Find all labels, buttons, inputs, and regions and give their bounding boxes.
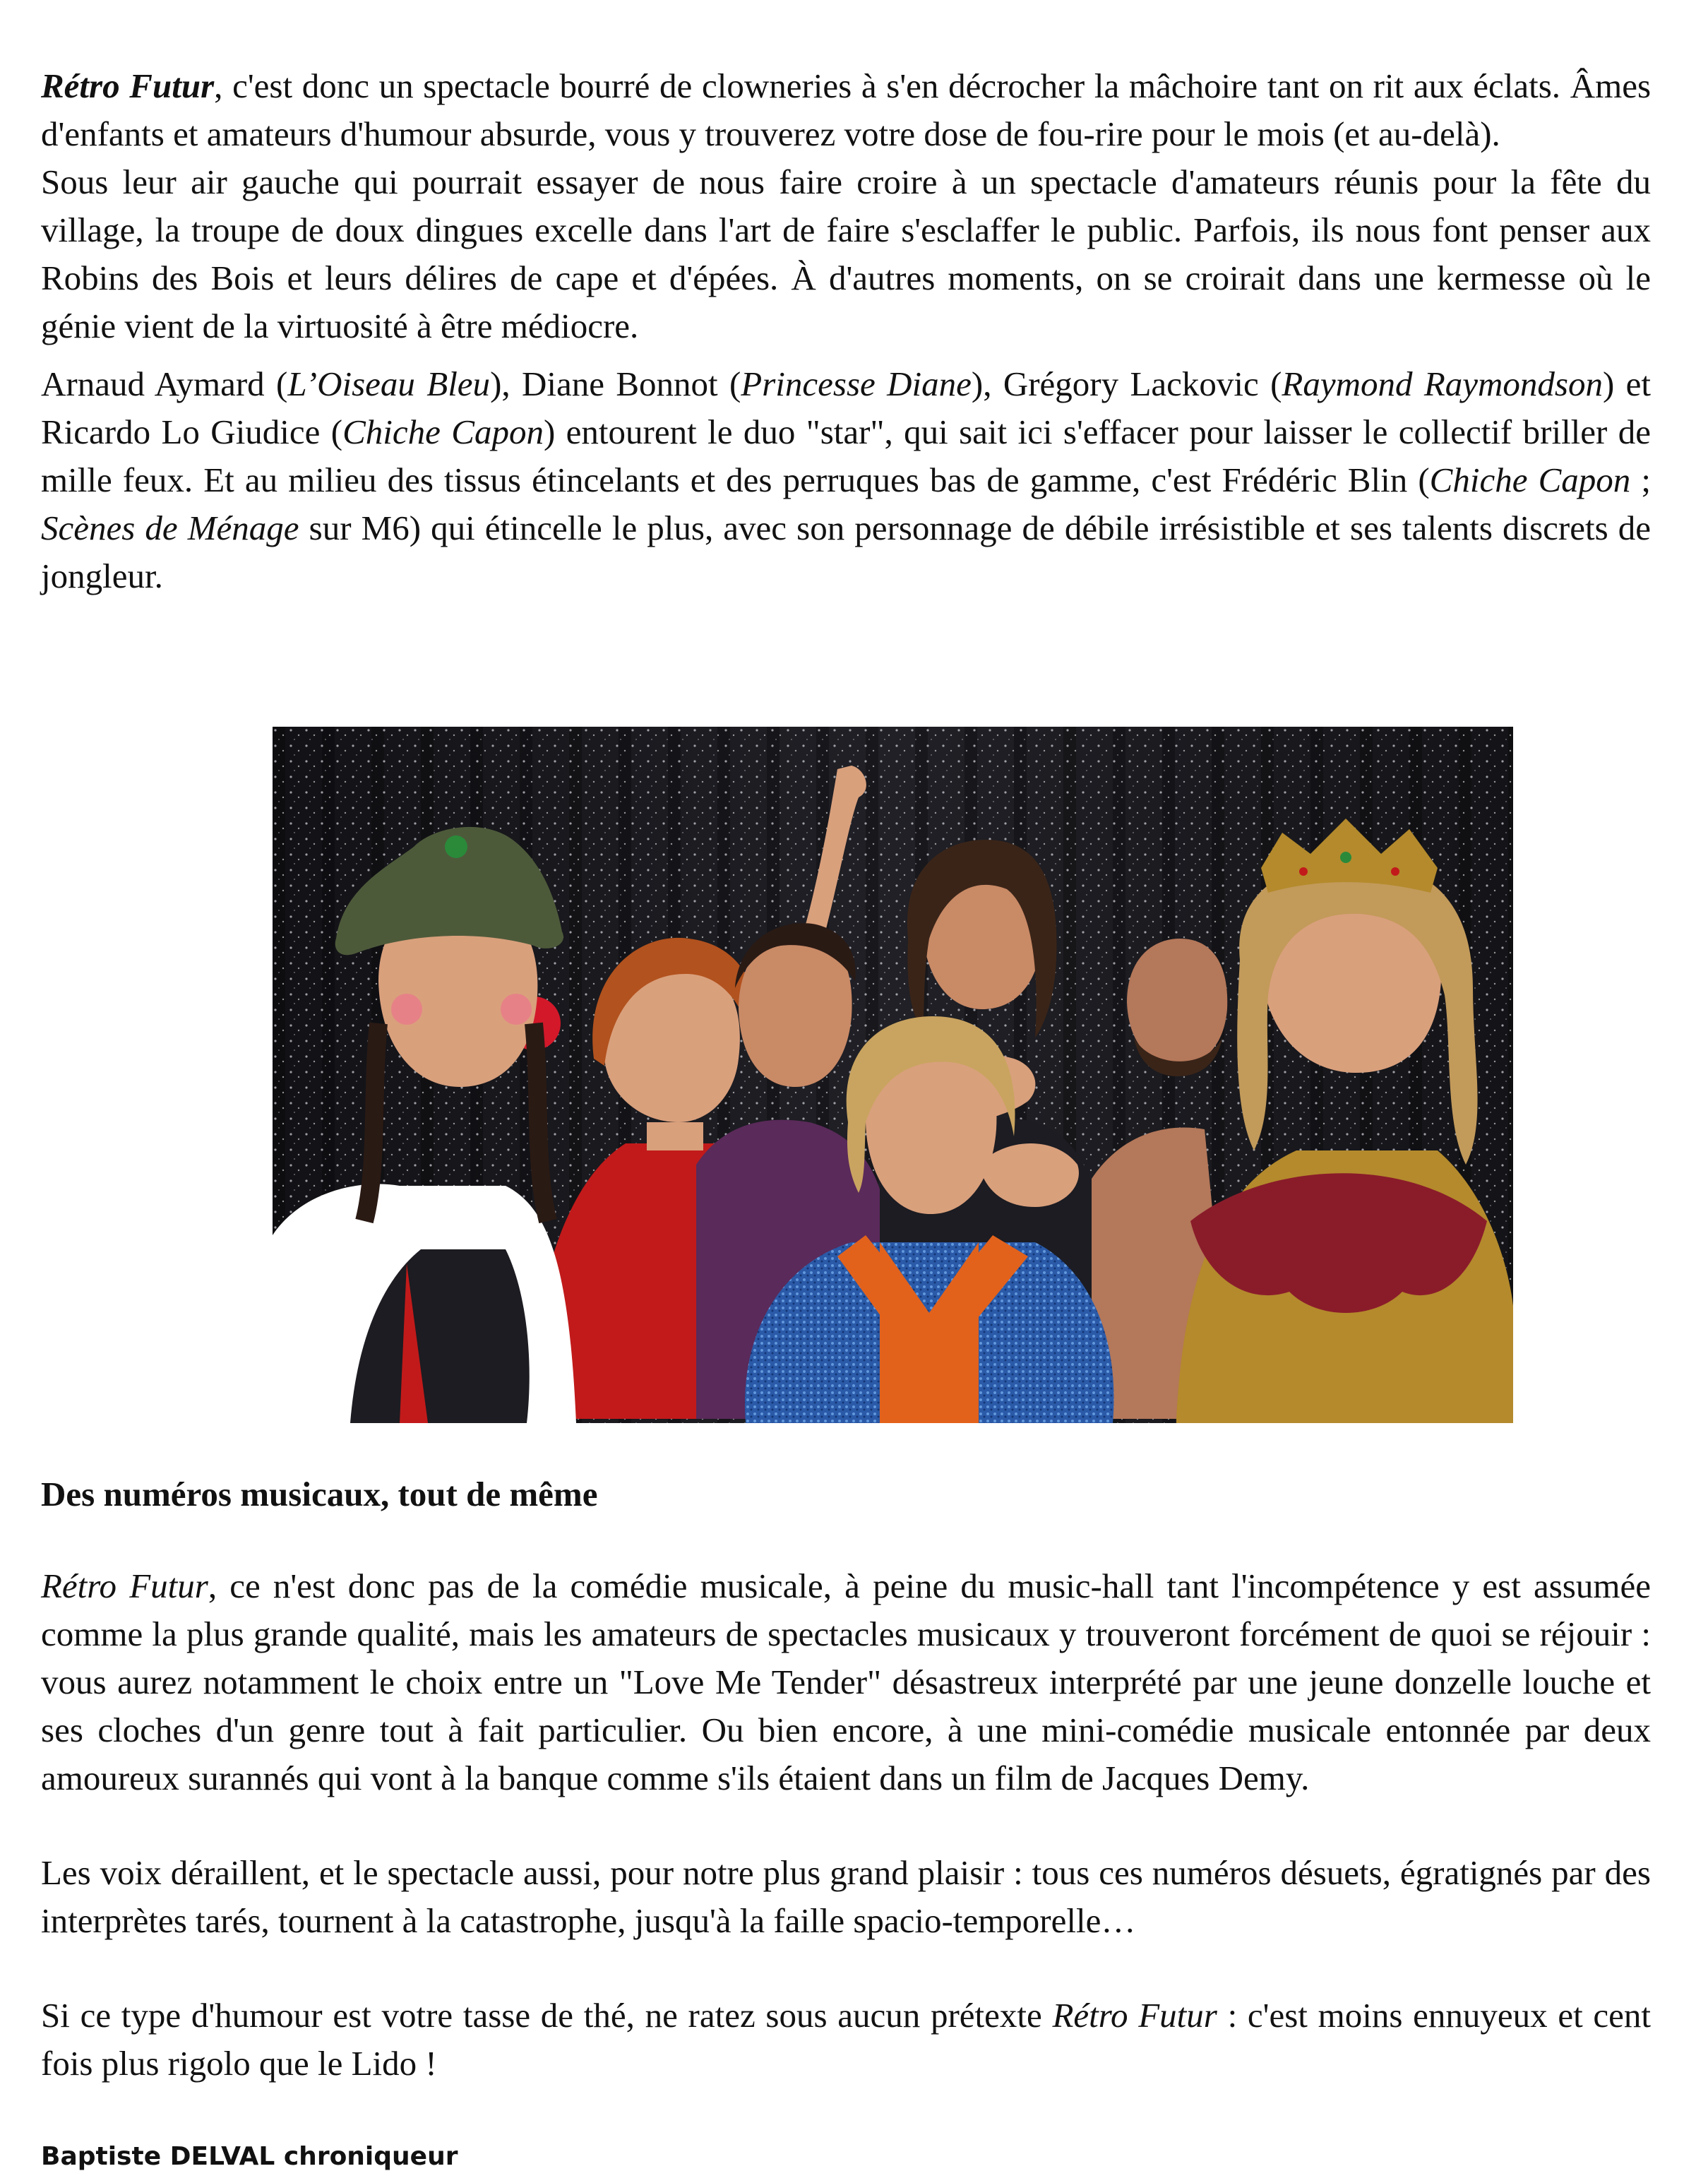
paragraph-voices: Les voix déraillent, et le spectacle aussi, pour notre plus grand plaisir : tous ces numéros désuets, égratignés par des interprètes tarés, tournent à la catastrophe, jusqu'à la faille spacio-temporelle…: [41, 1853, 1651, 1940]
article-body-top: [41, 62, 1651, 600]
paragraph-intro: Rétro Futur, c'est donc un spectacle bourré de clowneries à s'en décrocher la mâchoire tant on rit aux éclats. Âmes d'enfants et amateurs d'humour absurde, vous y trouverez votre dose de fou-rire pour le mois (et au-delà).: [41, 66, 1652, 153]
article-body-bottom: [41, 1562, 1651, 2088]
show-title: Rétro Futur: [41, 66, 215, 105]
section-heading: Des numéros musicaux, tout de même: [41, 1475, 598, 1513]
paragraph-musical: Rétro Futur, ce n'est donc pas de la comédie musicale, à peine du music-hall tant l'incompétence y est assumée comme la plus grande qualité, mais les amateurs de spectacles musicaux y trouveront forcément de quoi se réjouir : vous aurez notamment le choix entre un "Love Me Tender" désastreux interprété par une jeune donzelle louche et ses cloches d'un genre tout à fait particulier. Ou bien encore, à une mini-comédie musicale entonnée par deux amoureux surannés qui vont à la banque comme s'ils étaient dans un film de Jacques Demy.: [41, 1566, 1651, 1797]
troupe-photo: [273, 727, 1513, 1423]
author-signature: Baptiste DELVAL chroniqueur: [41, 2142, 458, 2171]
paragraph-troupe: Sous leur air gauche qui pourrait essayer de nous faire croire à un spectacle d'amateurs réunis pour la fête du village, la troupe de doux dingues excelle dans l'art de faire s'esclaffer le public. Parfois, ils nous font penser aux Robins des Bois et leurs délires de cape et d'épées. À d'autres moments, on se croirait dans une kermesse où le génie vient de la virtuosité à être médiocre.: [41, 162, 1651, 345]
paragraph-cast: Arnaud Aymard (L’Oiseau Bleu), Diane Bonnot (Princesse Diane), Grégory Lackovic (Raymond Raymondson) et Ricardo Lo Giudice (Chiche Capon) entourent le duo "star", qui sait ici s'effacer pour laisser le collectif briller de mille feux. Et au milieu des tissus étincelants et des perruques bas de gamme, c'est Frédéric Blin (Chiche Capon ; Scènes de Ménage sur M6) qui étincelle le plus, avec son personnage de débile irrésistible et ses talents discrets de jongleur.: [41, 364, 1651, 595]
paragraph-conclusion: Si ce type d'humour est votre tasse de thé, ne ratez sous aucun prétexte Rétro Futur : c'est moins ennuyeux et cent fois plus rigolo que le Lido !: [41, 1996, 1651, 2083]
troupe-photo-illustration: [273, 727, 1513, 1423]
